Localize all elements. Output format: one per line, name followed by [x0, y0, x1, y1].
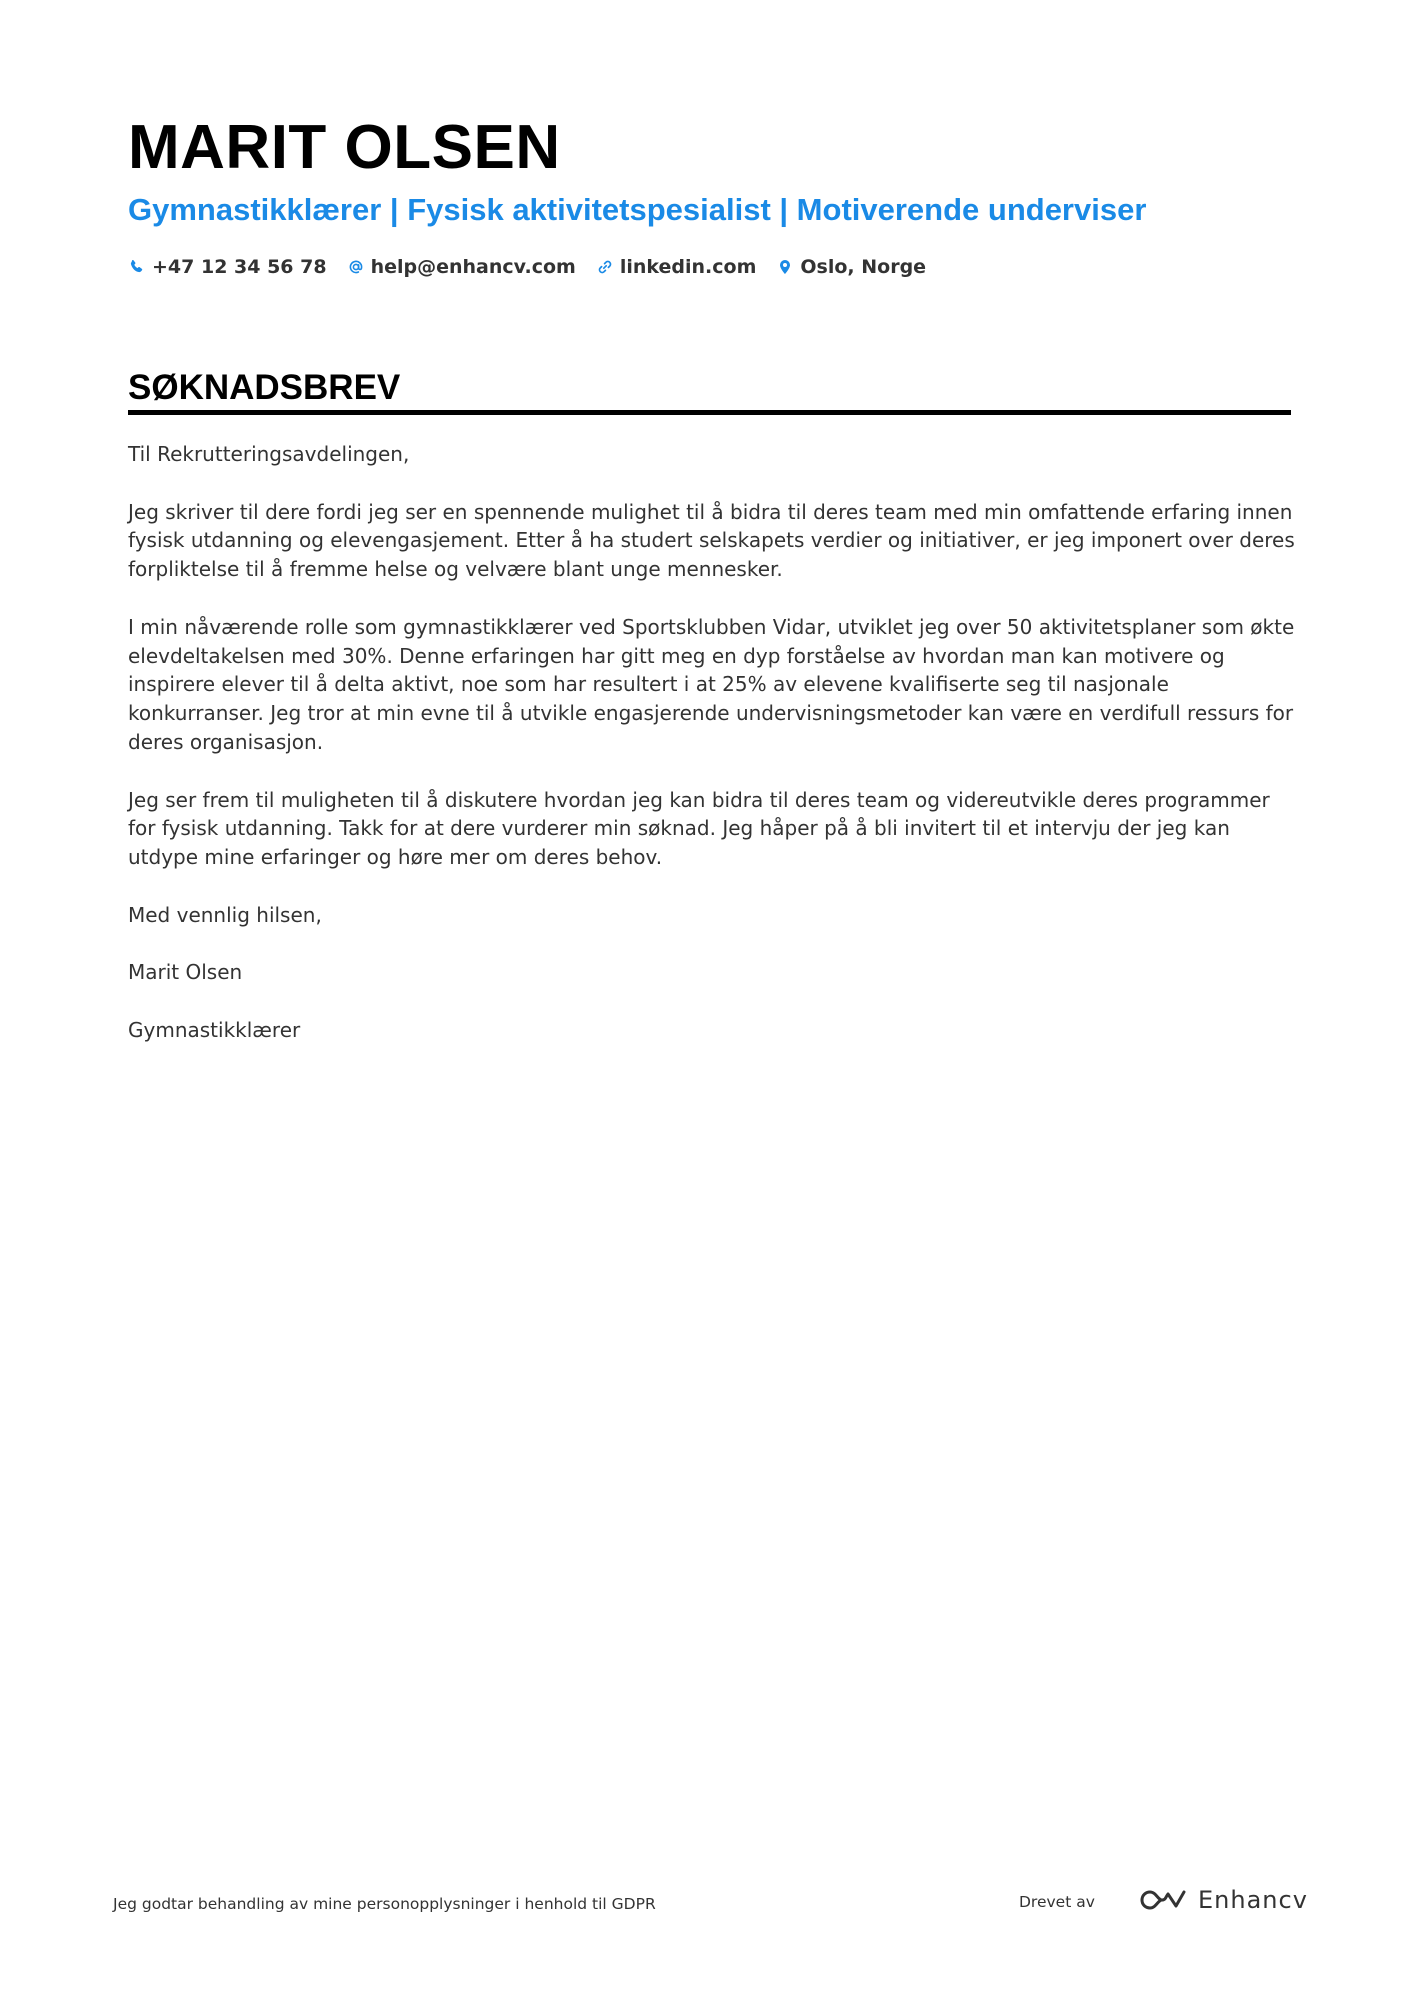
- contact-bar: [128, 252, 926, 282]
- enhancv-brand-link[interactable]: [1138, 1886, 1308, 1914]
- section-divider: [128, 410, 1291, 415]
- letter-body: [128, 440, 1298, 1074]
- contact-email-text: help@enhancv.com: [370, 256, 576, 278]
- link-icon: [596, 258, 614, 276]
- contact-linkedin[interactable]: [596, 256, 757, 278]
- at-icon: [347, 258, 365, 276]
- candidate-name: MARIT OLSEN: [128, 113, 561, 182]
- powered-by-label: Drevet av: [1019, 1893, 1095, 1911]
- letter-paragraph: Jeg ser frem til muligheten til å diskutere hvordan jeg kan bidra til deres team og videreutvikle deres programmer for fysisk utdanning. Takk for at dere vurderer min søknad. Jeg håper på å bli invitert til et intervju der jeg kan utdype mine erfaringer og høre mer om deres behov.: [128, 787, 1270, 870]
- letter-paragraph: I min nåværende rolle som gymnastikklærer ved Sportsklubben Vidar, utviklet jeg over 50 aktivitetsplaner som økte elevdeltakelsen med 30%. Denne erfaringen har gitt meg en dyp forståelse av hvordan man kan motivere og inspirere elever til å delta aktivt, noe som har resultert i at 25% av elevene kvalifiserte seg til nasjonale konkurranser. Jeg tror at min evne til å utvikle engasjerende undervisningsmetoder kan være en verdifull ressurs for deres organisasjon.: [128, 614, 1295, 754]
- contact-location: [776, 256, 926, 278]
- phone-icon: [128, 258, 146, 276]
- candidate-headline: Gymnastikklærer | Fysisk aktivitetspesialist | Motiverende underviser: [128, 192, 1147, 227]
- enhancv-wordmark: Enhancv: [1198, 1886, 1308, 1914]
- contact-location-text: Oslo, Norge: [800, 256, 927, 278]
- signature-name: Marit Olsen: [128, 960, 243, 985]
- contact-phone-text: +47 12 34 56 78: [152, 256, 327, 278]
- signature-title: Gymnastikklærer: [128, 1017, 301, 1042]
- letter-paragraph: Jeg skriver til dere fordi jeg ser en spennende mulighet til å bidra til deres team med min omfattende erfaring innen fysisk utdanning og elevengasjement. Etter å ha studert selskapets verdier og initiativer, er jeg imponert over deres forpliktelse til å fremme helse og velvære blant unge mennesker.: [128, 499, 1295, 582]
- contact-email[interactable]: [347, 256, 576, 278]
- letter-closing: Med vennlig hilsen,: [128, 902, 322, 927]
- contact-phone[interactable]: [128, 256, 327, 278]
- enhancv-logo-icon: [1138, 1887, 1186, 1913]
- gdpr-consent-note: Jeg godtar behandling av mine personopplysninger i henhold til GDPR: [113, 1895, 656, 1913]
- letter-greeting: Til Rekrutteringsavdelingen,: [128, 442, 410, 466]
- section-title: SØKNADSBREV: [128, 368, 401, 407]
- contact-linkedin-text: linkedin.com: [619, 256, 757, 278]
- location-pin-icon: [776, 258, 794, 276]
